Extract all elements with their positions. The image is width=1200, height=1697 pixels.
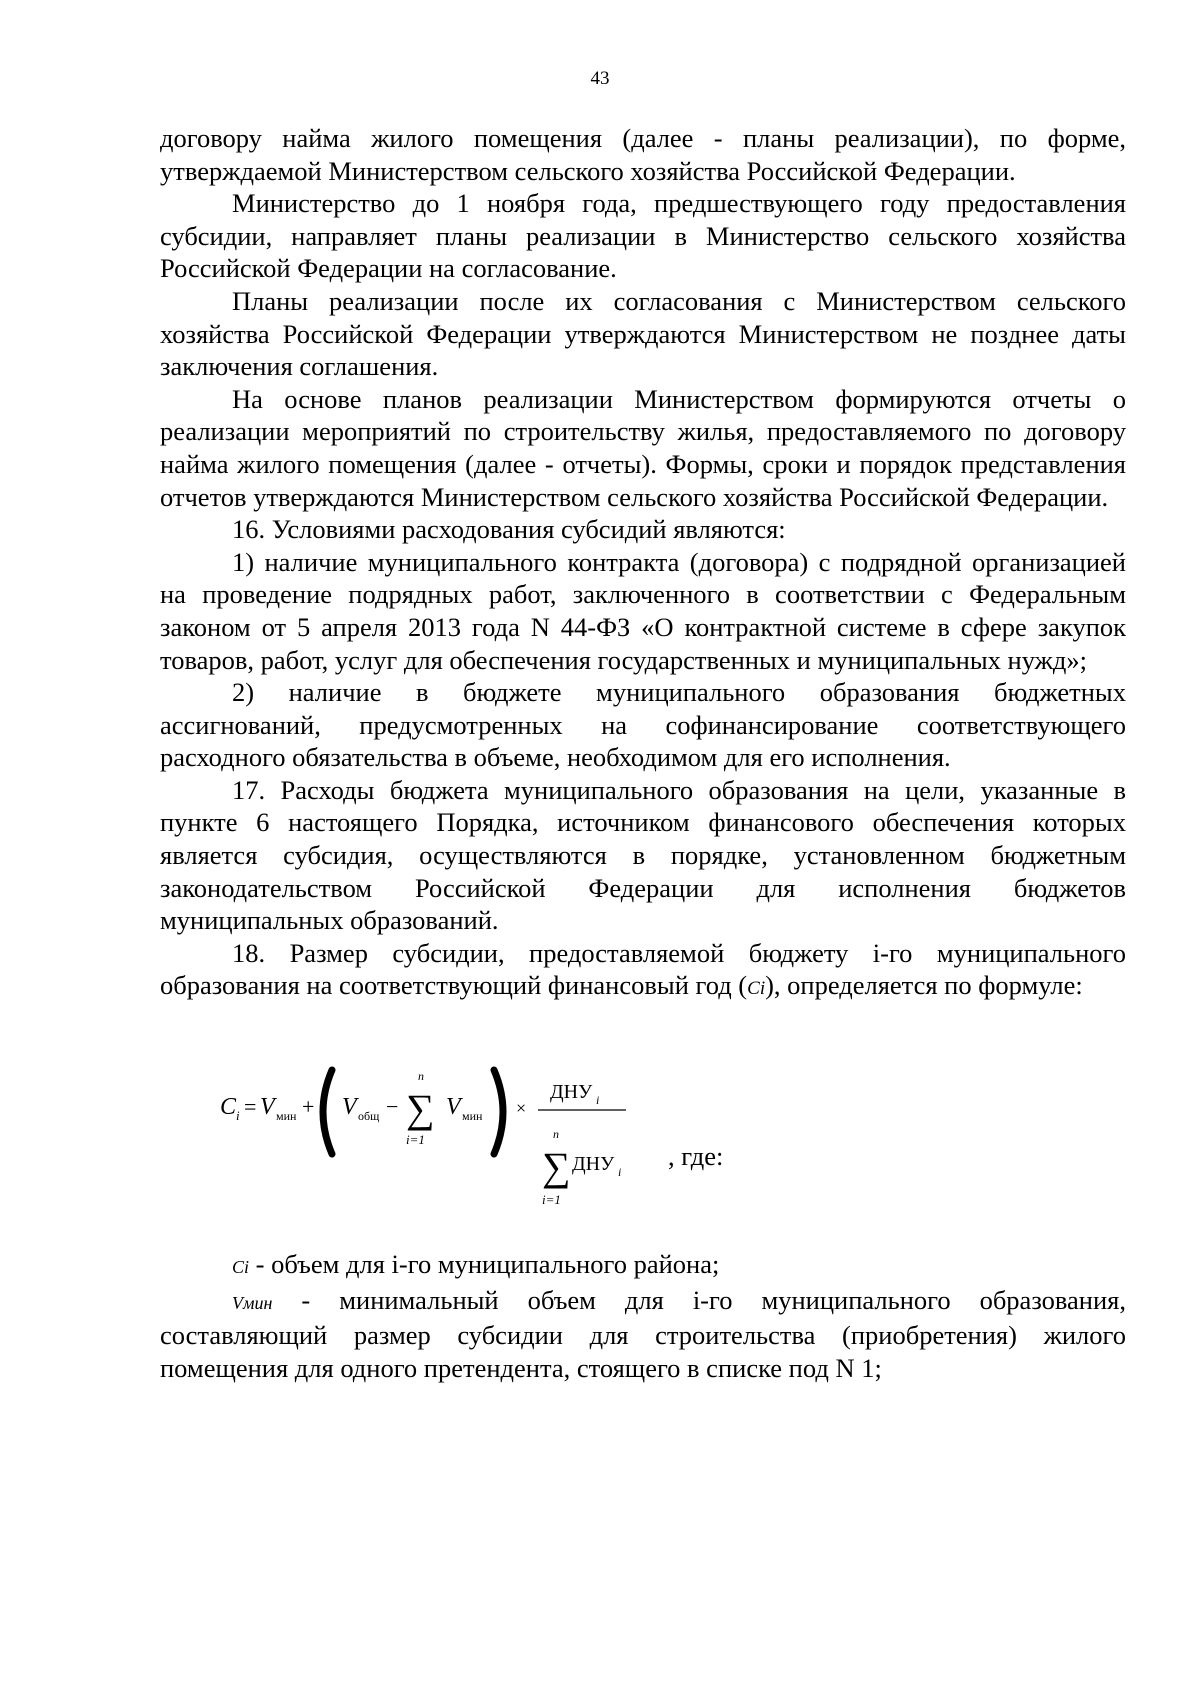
definition-ci	[160, 1248, 1126, 1284]
formula-where: , где:	[668, 1141, 724, 1172]
document-body	[160, 122, 1126, 1384]
formula-sum-top: n	[418, 1069, 424, 1084]
definition-text: - объем для i-го муниципального района;	[249, 1249, 720, 1280]
definition-symbol: Ci	[232, 1257, 250, 1278]
paragraph: Планы реализации после их согласования с Министерством сельского хозяйства Российской Федерации утверждаются Министерством не позднее даты заключения соглашения.	[160, 285, 1126, 382]
formula-sum2-bottom: i=1	[542, 1192, 561, 1208]
formula-lhs: C	[220, 1094, 237, 1121]
page-number: 43	[590, 68, 610, 89]
formula-times: ×	[516, 1098, 527, 1119]
inline-symbol-ci: Ci	[747, 978, 766, 1000]
formula-minus: −	[386, 1094, 399, 1120]
formula-dnu-num-sub: i	[596, 1093, 600, 1108]
p18-before: 18. Размер субсидии, предоставляемой бюджету i-го муниципального образования на соответствующий финансовый год (	[160, 937, 1126, 1001]
formula-v-min-sub: мин	[276, 1109, 297, 1124]
paragraph-item-17: 17. Расходы бюджета муниципального образования на цели, указанные в пункте 6 настоящего Порядка, источником финансового обеспечения которых является субсидия, осуществляются в порядке, установленном бюджетным законодательством Российской Федерации для исполнения бюджетов муниципальных образований.	[160, 774, 1126, 936]
paragraph-item-16: 16. Условиями расходования субсидий являются:	[232, 514, 786, 545]
formula-v-min-2: V	[446, 1094, 461, 1121]
definition-vmin	[160, 1284, 1126, 1385]
formula-dnu-num: ДНУ	[550, 1081, 593, 1104]
paragraph-item-18	[160, 937, 1126, 1006]
formula-sum-bottom: i=1	[406, 1132, 425, 1148]
paragraph: Министерство до 1 ноября года, предшествующего году предоставления субсидии, направляет планы реализации в Министерство сельского хозяйства Российской Федерации на согласование.	[160, 188, 1126, 284]
formula-sum2-top: n	[553, 1127, 559, 1142]
paragraph: На основе планов реализации Министерством формируются отчеты о реализации мероприятий по строительству жилья, предоставляемого по договору найма жилого помещения (далее - отчеты). Формы, сроки и порядок представления отчетов утверждаются Министерством сельского хозяйства Российской Федерации.	[160, 383, 1126, 512]
paragraph-subitem-1: 1) наличие муниципального контракта (договора) с подрядной организацией на проведение подрядных работ, заключенного в соответствии с Федеральным законом от 5 апреля 2013 года N 44-ФЗ «О контрактной системе в сфере закупок товаров, работ, услуг для обеспечения государственных и муниципальных нужд»;	[160, 546, 1126, 675]
formula-sum-sign: ∑	[406, 1086, 435, 1132]
definition-text: - минимальный объем для i-го муниципального образования, составляющий размер субсидии для строительства (приобретения) жилого помещения для одного претендента, стоящего в списке под N 1;	[160, 1284, 1126, 1383]
formula-sum2-sign: ∑	[542, 1144, 571, 1190]
formula-plus: +	[302, 1094, 315, 1120]
formula-dnu-den-sub: i	[618, 1165, 622, 1180]
paragraph: договору найма жилого помещения (далее - планы реализации), по форме, утверждаемой Министерством сельского хозяйства Российской Федерации.	[160, 123, 1126, 186]
formula-v: V	[260, 1094, 275, 1121]
paragraph-subitem-2: 2) наличие в бюджете муниципального образования бюджетных ассигнований, предусмотренных на софинансирование соответствующего расходного обязательства в объеме, необходимом для его исполнения.	[160, 677, 1126, 773]
formula-right-paren	[494, 1070, 503, 1154]
formula-v-min-2-sub: мин	[462, 1109, 483, 1124]
formula-graphic	[220, 1020, 670, 1238]
formula-dnu-den: ДНУ	[572, 1153, 615, 1176]
formula-equals: =	[244, 1094, 257, 1120]
formula-lhs-sub: i	[236, 1108, 240, 1124]
definition-symbol: Vмин	[232, 1292, 273, 1313]
p18-after: ), определяется по формуле:	[765, 970, 1083, 1001]
subsidy-formula	[160, 1020, 1126, 1238]
formula-v-total: V	[342, 1094, 357, 1121]
formula-v-total-sub: общ	[358, 1109, 380, 1124]
formula-left-paren	[323, 1070, 332, 1154]
